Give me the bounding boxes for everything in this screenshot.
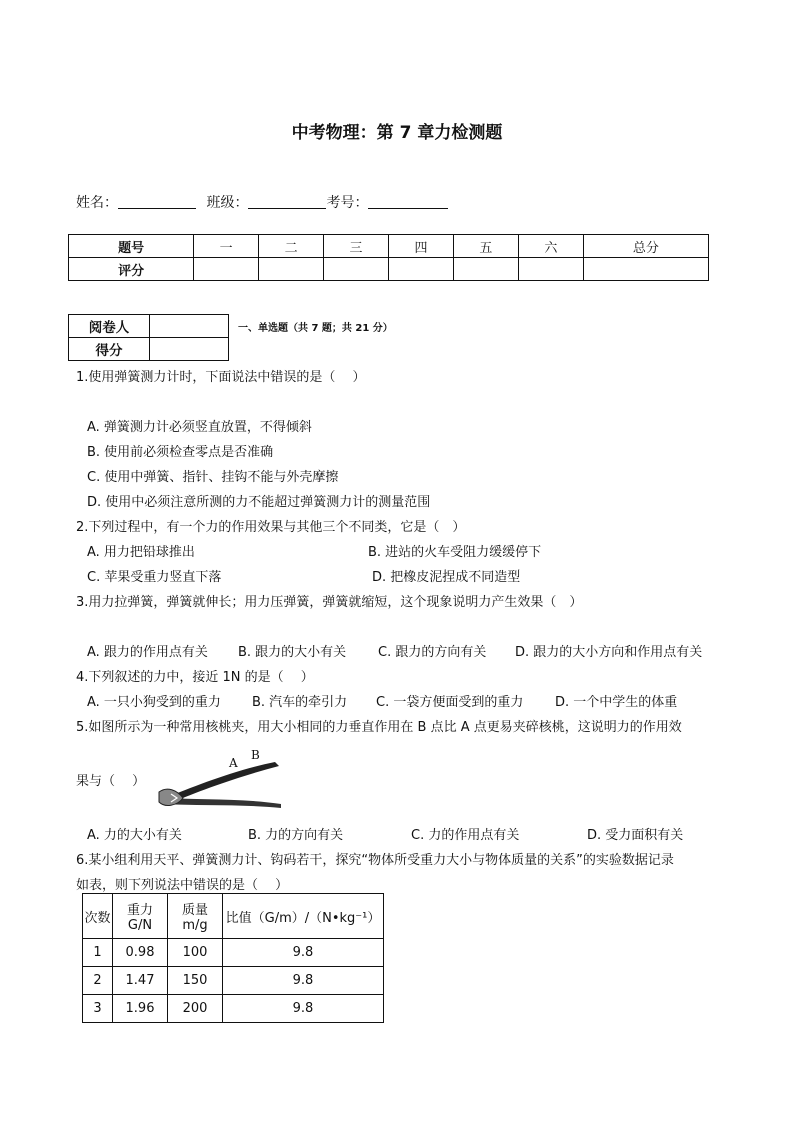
score-table-score-row bbox=[69, 258, 709, 281]
table-row bbox=[83, 939, 384, 967]
question-1-text: 1.使用弹簧测力计时，下面说法中错误的是（ ） bbox=[76, 370, 366, 385]
score-col-3: 三 bbox=[324, 235, 389, 258]
figure-label-b: B bbox=[251, 748, 260, 762]
name-blank bbox=[118, 194, 196, 209]
name-label: 姓名： bbox=[76, 195, 118, 211]
table-cell: 3 bbox=[83, 995, 113, 1023]
grader-row bbox=[69, 315, 229, 338]
q1-option-a: A. 弹簧测力计必须竖直放置，不得倾斜 bbox=[87, 420, 312, 435]
q3-option-a: A. 跟力的作用点有关 bbox=[87, 645, 208, 660]
score-col-total: 总分 bbox=[583, 235, 708, 258]
q5-option-a: A. 力的大小有关 bbox=[87, 828, 182, 843]
score-col-2: 二 bbox=[259, 235, 324, 258]
table-row bbox=[83, 967, 384, 995]
q2-option-d: D. 把橡皮泥捏成不同造型 bbox=[372, 570, 521, 585]
grader-score-row bbox=[69, 338, 229, 361]
class-blank bbox=[248, 194, 326, 209]
nutcracker-figure bbox=[155, 748, 290, 810]
table-cell: 150 bbox=[168, 967, 223, 995]
question-5-text: 5.如图所示为一种常用核桃夹，用大小相同的力垂直作用在 B 点比 A 点更易夹碎核桃，这说明力的作用效 bbox=[76, 720, 682, 735]
score-cell bbox=[518, 258, 583, 281]
q2-option-b: B. 进站的火车受阻力缓缓停下 bbox=[368, 545, 542, 560]
figure-label-a: A bbox=[229, 756, 238, 770]
q3-option-d: D. 跟力的大小方向和作用点有关 bbox=[515, 645, 703, 660]
q4-option-a: A. 一只小狗受到的重力 bbox=[87, 695, 221, 710]
grader-score-label: 得分 bbox=[69, 338, 150, 361]
data-header-gravity: 重力 G/N bbox=[113, 894, 168, 939]
q4-option-b: B. 汽车的牵引力 bbox=[252, 695, 348, 710]
score-table bbox=[68, 234, 709, 281]
data-header-ratio: 比值（G/m）/（N•kg⁻¹） bbox=[223, 894, 384, 939]
q2-option-c: C. 苹果受重力竖直下落 bbox=[87, 570, 222, 585]
q5-option-d: D. 受力面积有关 bbox=[587, 828, 684, 843]
q5-option-c: C. 力的作用点有关 bbox=[411, 828, 520, 843]
score-row-label: 评分 bbox=[69, 258, 194, 281]
table-cell: 1.96 bbox=[113, 995, 168, 1023]
table-cell: 9.8 bbox=[223, 967, 384, 995]
q1-option-b: B. 使用前必须检查零点是否准确 bbox=[87, 445, 274, 460]
score-col-1: 一 bbox=[194, 235, 259, 258]
reviewer-cell bbox=[150, 315, 229, 338]
q1-option-c: C. 使用中弹簧、指针、挂钩不能与外壳摩擦 bbox=[87, 470, 339, 485]
table-cell: 2 bbox=[83, 967, 113, 995]
section-title: 一、单选题（共 7 题；共 21 分） bbox=[238, 323, 393, 334]
question-2-text: 2.下列过程中，有一个力的作用效果与其他三个不同类，它是（ ） bbox=[76, 520, 466, 535]
data-header-mass: 质量 m/g bbox=[168, 894, 223, 939]
table-cell: 9.8 bbox=[223, 995, 384, 1023]
score-cell bbox=[259, 258, 324, 281]
table-cell: 200 bbox=[168, 995, 223, 1023]
q3-option-b: B. 跟力的大小有关 bbox=[238, 645, 347, 660]
score-table-header-row bbox=[69, 235, 709, 258]
q4-option-d: D. 一个中学生的体重 bbox=[555, 695, 678, 710]
table-cell: 1 bbox=[83, 939, 113, 967]
student-info bbox=[76, 192, 448, 212]
score-cell bbox=[388, 258, 453, 281]
question-5-text-cont: 果与（ ） bbox=[76, 774, 146, 789]
table-cell: 9.8 bbox=[223, 939, 384, 967]
exam-no-label: 考号： bbox=[326, 195, 369, 211]
question-6-text-cont: 如表，则下列说法中错误的是（ ） bbox=[76, 878, 289, 893]
exam-no-blank bbox=[368, 194, 448, 209]
q4-option-c: C. 一袋方便面受到的重力 bbox=[376, 695, 524, 710]
grader-table bbox=[68, 314, 229, 361]
score-col-5: 五 bbox=[453, 235, 518, 258]
score-col-6: 六 bbox=[518, 235, 583, 258]
score-cell bbox=[324, 258, 389, 281]
score-cell bbox=[583, 258, 708, 281]
page-title: 中考物理：第 7 章力检测题 bbox=[291, 123, 503, 143]
score-cell bbox=[194, 258, 259, 281]
q1-option-d: D. 使用中必须注意所测的力不能超过弹簧测力计的测量范围 bbox=[87, 495, 431, 510]
data-table-header-row bbox=[83, 894, 384, 939]
score-table-header-label: 题号 bbox=[69, 235, 194, 258]
reviewer-label: 阅卷人 bbox=[69, 315, 150, 338]
class-label: 班级： bbox=[206, 195, 249, 211]
q2-option-a: A. 用力把铅球推出 bbox=[87, 545, 195, 560]
grader-score-cell bbox=[150, 338, 229, 361]
data-table bbox=[82, 893, 384, 1023]
score-cell bbox=[453, 258, 518, 281]
question-6-text: 6.某小组利用天平、弹簧测力计、钩码若干，探究“物体所受重力大小与物体质量的关系”的实验数据记录 bbox=[76, 853, 674, 868]
score-col-4: 四 bbox=[388, 235, 453, 258]
question-3-text: 3.用力拉弹簧，弹簧就伸长；用力压弹簧，弹簧就缩短，这个现象说明力产生效果（ ） bbox=[76, 595, 583, 610]
q5-option-b: B. 力的方向有关 bbox=[248, 828, 344, 843]
table-row bbox=[83, 995, 384, 1023]
table-cell: 100 bbox=[168, 939, 223, 967]
q3-option-c: C. 跟力的方向有关 bbox=[378, 645, 487, 660]
question-4-text: 4.下列叙述的力中，接近 1N 的是（ ） bbox=[76, 670, 314, 685]
table-cell: 1.47 bbox=[113, 967, 168, 995]
data-header-count: 次数 bbox=[83, 894, 113, 939]
table-cell: 0.98 bbox=[113, 939, 168, 967]
